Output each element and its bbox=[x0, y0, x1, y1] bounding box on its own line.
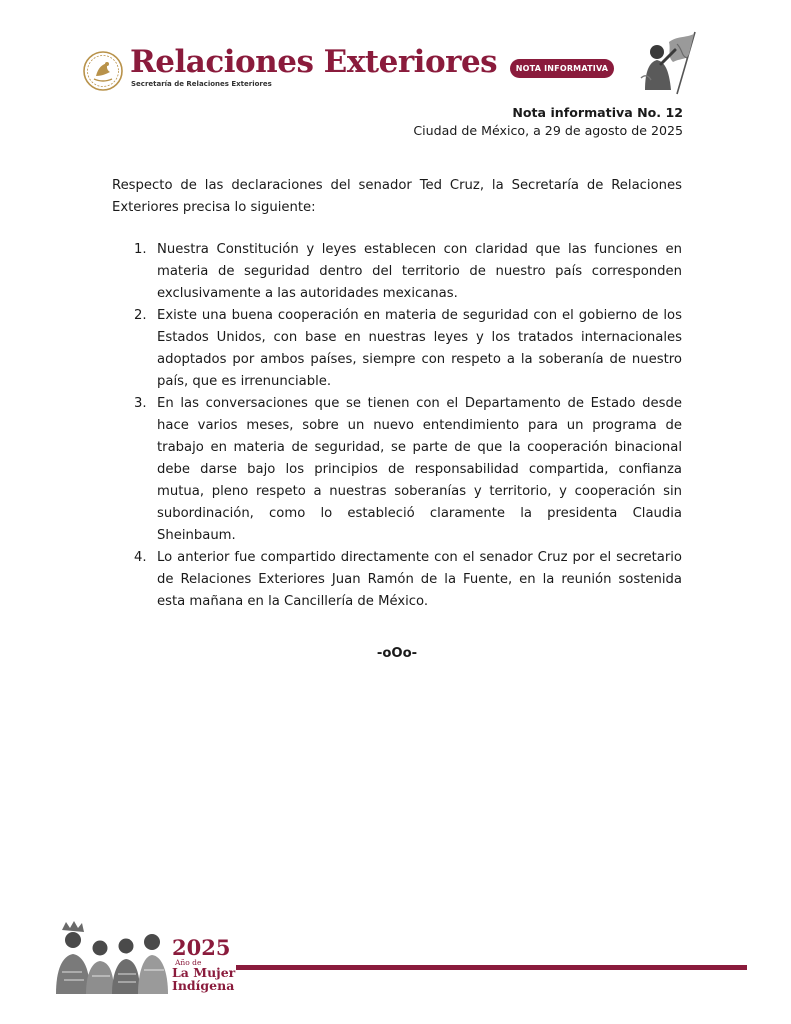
footer-rule bbox=[236, 965, 747, 970]
footer-title-line: Indígena bbox=[172, 978, 235, 993]
list-item-number: 2. bbox=[134, 308, 147, 323]
list-item-text: Lo anterior fue compartido directamente con el senador Cruz por el secretario de Relaciones Exteriores Juan Ramón de la Fuente, en la reunión sostenida esta mañana en la Cancillería de México. bbox=[157, 550, 682, 609]
intro-paragraph: Respecto de las declaraciones del senador Ted Cruz, la Secretaría de Relaciones Exteriores precisa lo siguiente: bbox=[112, 178, 682, 215]
footer-year-caption: Año de bbox=[175, 958, 202, 967]
footer-title bbox=[172, 966, 235, 992]
list-item bbox=[112, 305, 682, 393]
list-item bbox=[112, 547, 682, 613]
place-date: Ciudad de México, a 29 de agosto de 2025 bbox=[413, 123, 683, 138]
brand-subtitle: Secretaría de Relaciones Exteriores bbox=[131, 80, 272, 88]
nota-informativa-badge: NOTA INFORMATIVA bbox=[510, 59, 614, 78]
list-item-text: Nuestra Constitución y leyes establecen con claridad que las funciones en materia de seguridad dentro del territorio de nuestro país corresponden exclusivamente a las autoridades mexicanas. bbox=[157, 242, 682, 301]
list-item-number: 3. bbox=[134, 396, 147, 411]
list-item bbox=[112, 239, 682, 305]
list-item-text: En las conversaciones que se tienen con el Departamento de Estado desde hace varios meses, sobre un nuevo entendimiento para un programa de trabajo en materia de seguridad, se parte de que la cooperación binacional debe darse bajo los principios de responsabilidad compartida, confianza mutua, pleno respeto a nuestras soberanías y territorio, y cooperación sin subordinación, como lo estableció claramente la presidenta Claudia Sheinbaum. bbox=[157, 396, 682, 543]
points-list bbox=[112, 239, 682, 613]
note-body bbox=[112, 175, 682, 665]
list-item-number: 1. bbox=[134, 242, 147, 257]
flag-heroine-illustration-icon bbox=[637, 30, 701, 96]
page-header bbox=[0, 0, 791, 100]
note-number: Nota informativa No. 12 bbox=[512, 105, 683, 120]
footer-title-line: La Mujer bbox=[172, 965, 236, 980]
brand-title: Relaciones Exteriores bbox=[130, 44, 498, 80]
note-reference bbox=[413, 104, 683, 140]
list-item-text: Existe una buena cooperación en materia de seguridad con el gobierno de los Estados Unidos, con base en nuestras leyes y los tratados internacionales adoptados por ambos países, siempre con respeto a la soberanía de nuestro país, que es irrenunciable. bbox=[157, 308, 682, 389]
closing-mark: -oOo- bbox=[376, 646, 418, 661]
national-seal-icon bbox=[82, 50, 124, 92]
list-item-number: 4. bbox=[134, 550, 147, 565]
indigenous-women-illustration-icon bbox=[52, 920, 170, 994]
footer-year: 2025 bbox=[172, 935, 231, 960]
list-item bbox=[112, 393, 682, 547]
